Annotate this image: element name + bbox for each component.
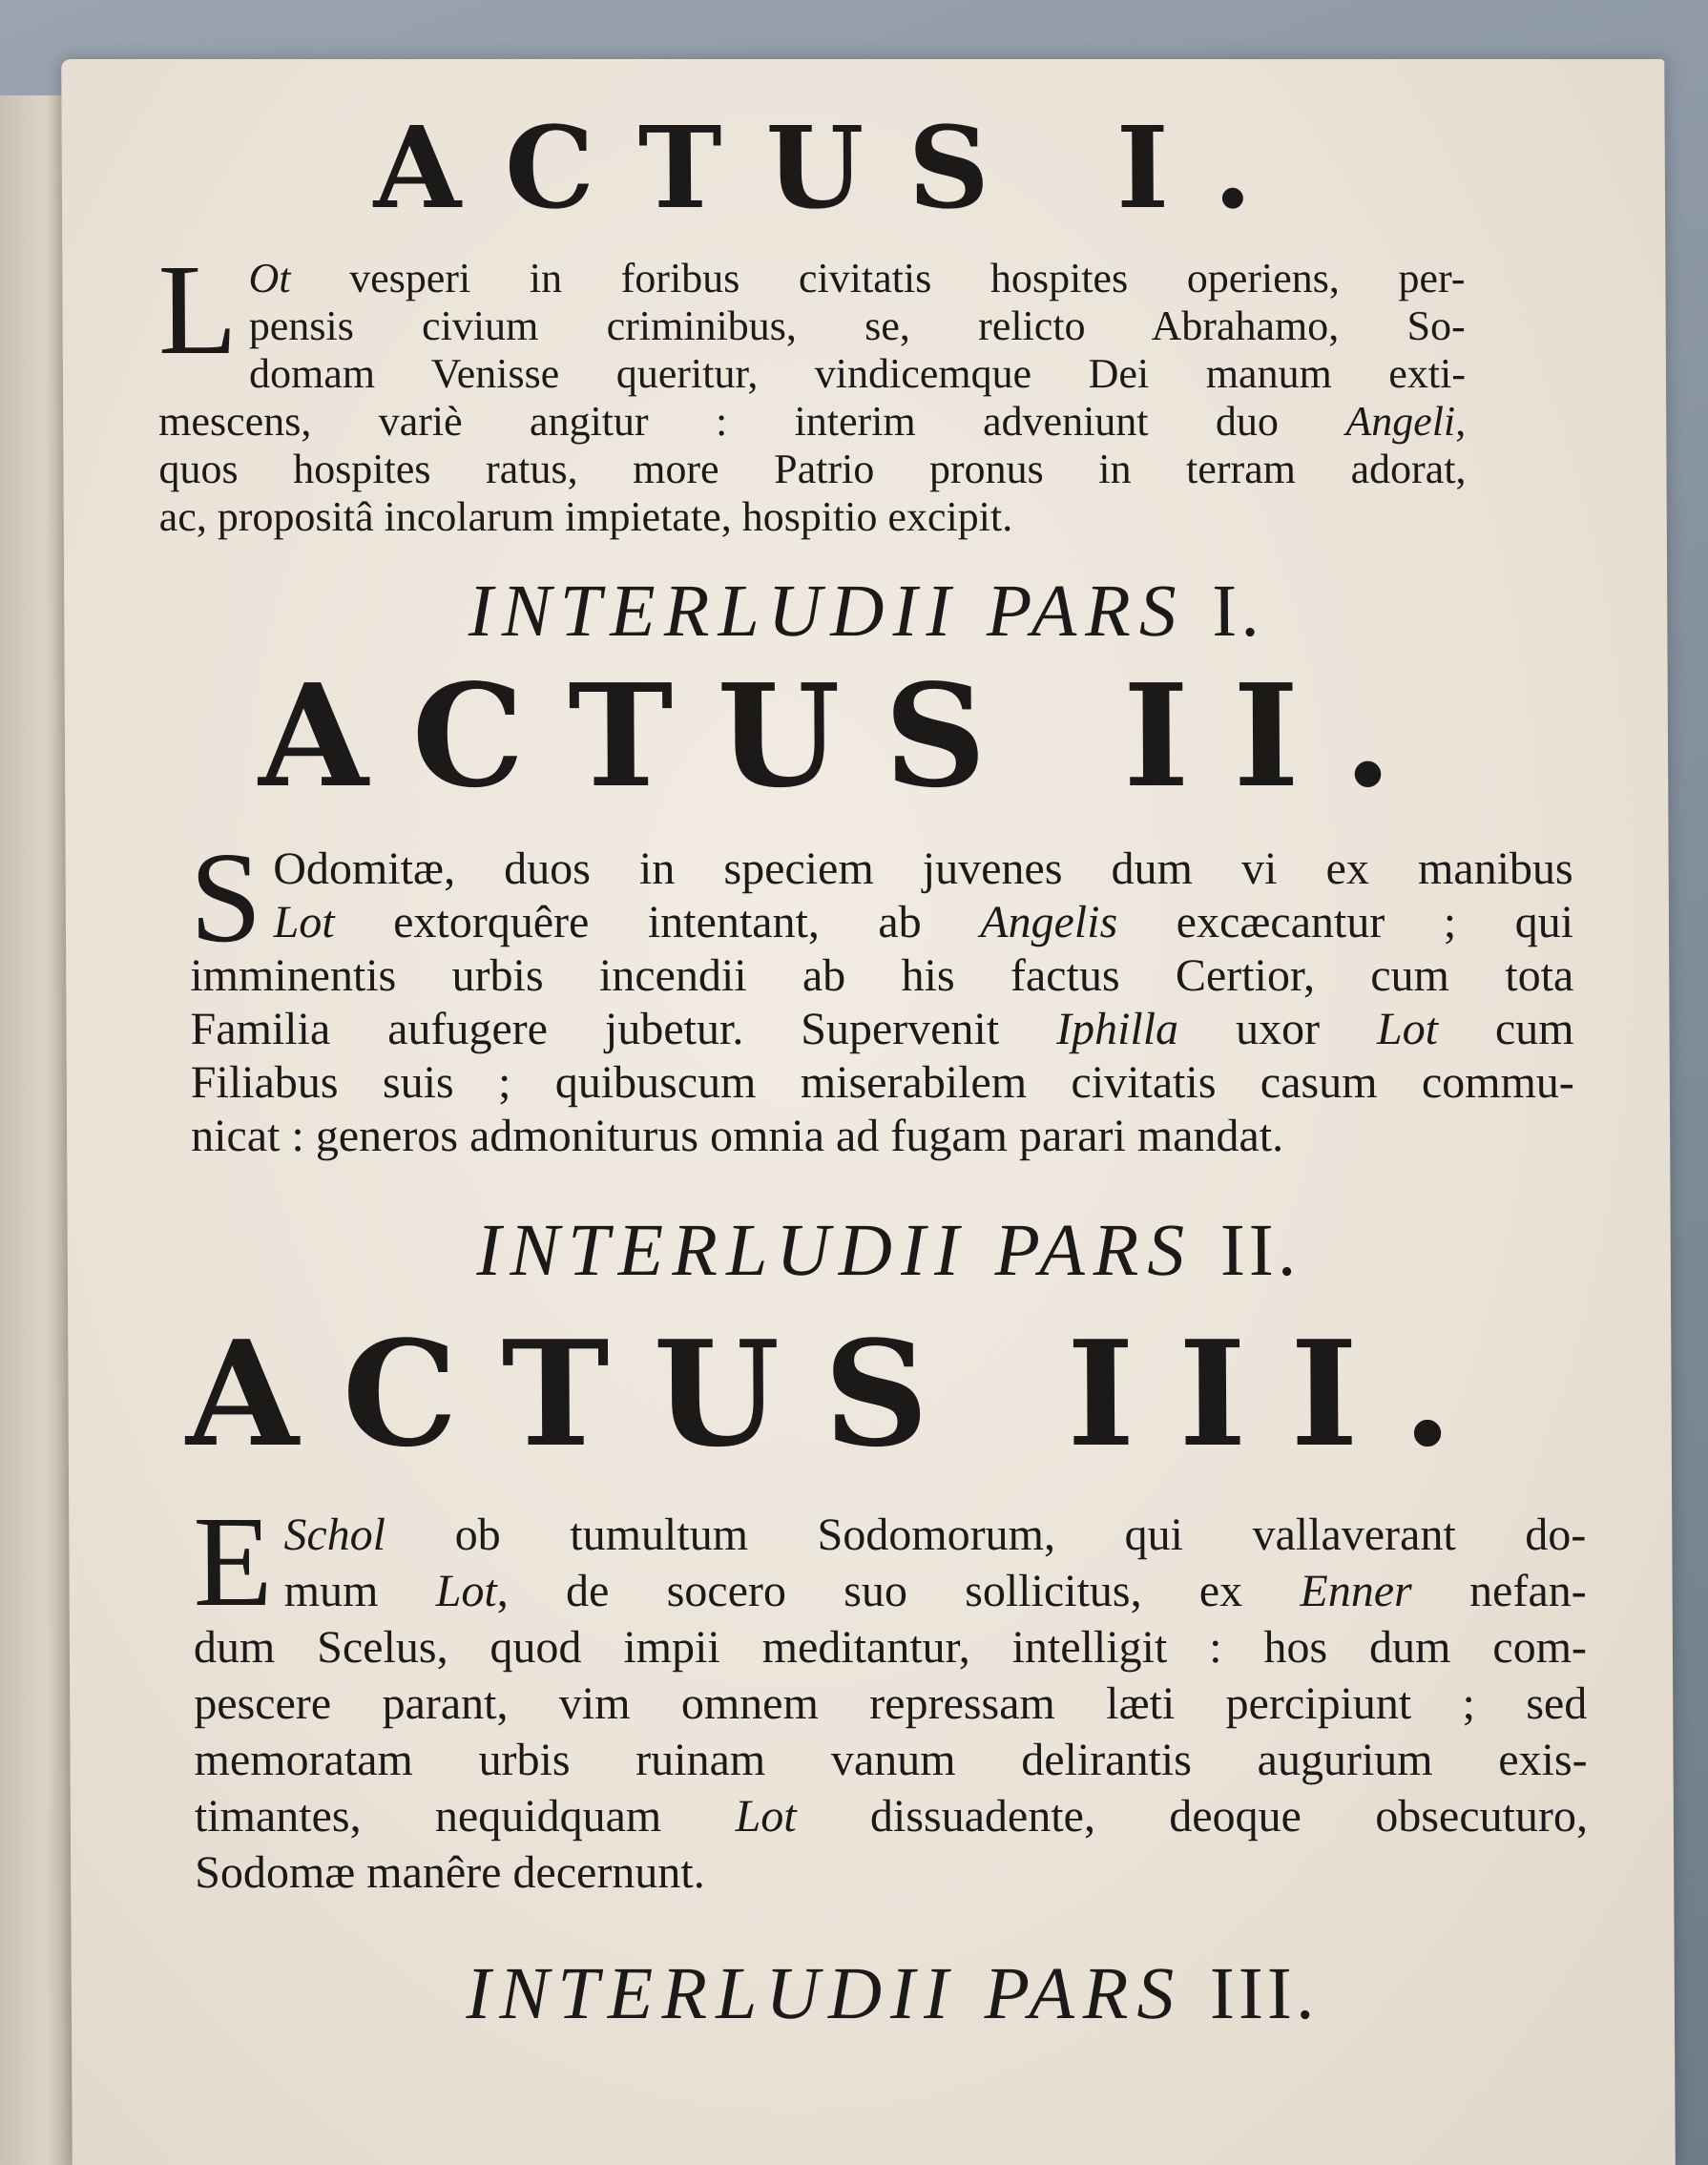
- argument-line: [194, 1732, 1587, 1788]
- argument-line: [157, 255, 1465, 302]
- act-1-dropcap: L: [157, 239, 239, 382]
- act-1-argument: [157, 239, 1467, 541]
- italic-word: Schol: [283, 1509, 386, 1560]
- text-run: pensis civium criminibus, se, relicto Abrahamo, So-: [248, 302, 1466, 349]
- act-2-dropcap: S: [189, 825, 262, 969]
- text-run: timantes, nequidquam: [194, 1790, 736, 1842]
- text-run: pescere parant, vim omnem repressam læti percipiunt ; sed: [194, 1677, 1588, 1729]
- text-run: imminentis urbis incendii ab his factus Certior, cum tota: [190, 949, 1574, 1001]
- argument-line: [194, 1619, 1587, 1676]
- argument-line: [190, 949, 1573, 1003]
- text-run: uxor: [1177, 1003, 1378, 1054]
- argument-line: [158, 398, 1466, 446]
- act-3-title: ACTUS III.: [185, 1307, 1497, 1479]
- interlude-number: II.: [1219, 1207, 1301, 1291]
- text-run: Odomitæ, duos in speciem juvenes dum vi ex manibus: [273, 843, 1573, 894]
- text-run: cum: [1437, 1003, 1574, 1054]
- argument-line: [194, 1676, 1587, 1732]
- interlude-label: INTERLUDII PARS: [476, 1207, 1194, 1291]
- text-run: nicat : generos admoniturus omnia ad fugam parari mandat.: [190, 1110, 1284, 1161]
- argument-line: [158, 446, 1466, 493]
- argument-line: [195, 1788, 1588, 1844]
- text-run: Familia aufugere jubetur. Supervenit: [190, 1003, 1057, 1054]
- argument-line: [190, 1003, 1573, 1056]
- text-run: dum Scelus, quod impii meditantur, intelligit : hos dum com-: [193, 1621, 1588, 1673]
- book-page: [61, 59, 1676, 2165]
- interlude-number: I.: [1212, 569, 1263, 652]
- act-2-title: ACTUS II.: [258, 652, 1437, 819]
- text-run: domam Venisse queritur, vindicemque Dei manum exti-: [248, 350, 1467, 397]
- act-2-argument: [189, 825, 1575, 1163]
- interlude-label: INTERLUDII PARS: [466, 1950, 1183, 2034]
- italic-word: Lot: [273, 896, 335, 947]
- italic-word: Ot: [248, 255, 291, 302]
- argument-line: [191, 1110, 1574, 1163]
- argument-line: [158, 350, 1466, 398]
- italic-word: Lot: [1376, 1003, 1439, 1054]
- act-3-dropcap: E: [193, 1489, 273, 1634]
- argument-line: [158, 302, 1466, 350]
- argument-line: [159, 493, 1467, 541]
- text-run: dissuadente, deoque obsecuturo,: [796, 1790, 1589, 1842]
- interlude-label: INTERLUDII PARS: [468, 569, 1186, 652]
- text-run: mescens, variè angitur : interim adveniunt duo: [158, 398, 1346, 445]
- italic-word: Angelis: [980, 896, 1118, 947]
- text-run: , de socero suo sollicitus, ex: [496, 1565, 1301, 1616]
- page-content: [119, 101, 1599, 2034]
- text-run: excæcantur ; qui: [1117, 896, 1574, 947]
- argument-line: [193, 1507, 1586, 1563]
- text-run: Sodomæ manêre decernunt.: [195, 1846, 705, 1898]
- italic-word: Lot: [435, 1565, 497, 1616]
- text-run: mum: [283, 1565, 436, 1616]
- interlude-number: III.: [1209, 1950, 1319, 2034]
- text-run: ac, propositâ incolarum impietate, hospitio excipit.: [158, 493, 1013, 540]
- text-run: extorquêre intentant, ab: [334, 896, 981, 947]
- argument-line: [191, 1056, 1574, 1110]
- text-run: ob tumultum Sodomorum, qui vallaverant do-: [385, 1509, 1587, 1560]
- italic-word: Iphilla: [1055, 1003, 1179, 1054]
- act-1-title: ACTUS I.: [373, 101, 1297, 234]
- italic-word: Enner: [1300, 1565, 1412, 1616]
- interlude-2: [182, 1209, 1594, 1291]
- argument-line: [190, 896, 1573, 949]
- text-run: nefan-: [1411, 1565, 1587, 1616]
- italic-word: Angeli: [1345, 398, 1456, 445]
- argument-line: [190, 843, 1573, 896]
- argument-line: [195, 1844, 1588, 1901]
- italic-word: Lot: [735, 1790, 797, 1842]
- argument-line: [193, 1563, 1586, 1619]
- text-run: ,: [1455, 398, 1467, 445]
- act-3-argument: [193, 1489, 1589, 1901]
- interlude-1: [140, 570, 1591, 652]
- interlude-3: [186, 1952, 1598, 2034]
- text-run: Filiabus suis ; quibuscum miserabilem civitatis casum commu-: [190, 1056, 1574, 1108]
- text-run: memoratam urbis ruinam vanum delirantis augurium exis-: [194, 1734, 1588, 1785]
- text-run: quos hospites ratus, more Patrio pronus in terram adorat,: [158, 446, 1467, 492]
- text-run: vesperi in foribus civitatis hospites operiens, per-: [290, 255, 1466, 302]
